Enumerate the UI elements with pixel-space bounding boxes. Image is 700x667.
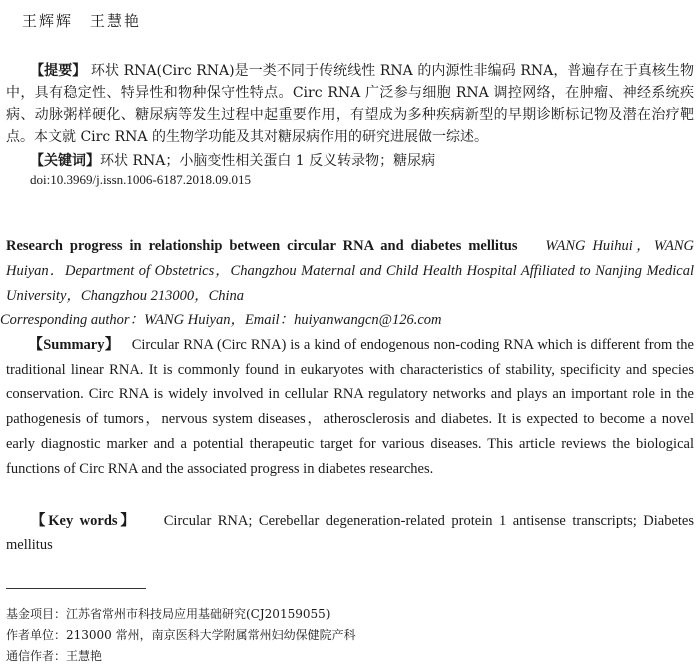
abstract-text: 环状 RNA(Circ RNA)是一类不同于传统线性 RNA 的内源性非编码 RNA，普遍存在于真核生物中，具有稳定性、特异性和物种保守性特点。Circ RNA 广泛参与细胞 RNA 调控网络，在肿瘤、神经系统疾病、动脉粥样硬化、糖尿病等发生过程中起重要作用，有望成为多种疾病新型的早期诊断标记物及潜在治疗靶点。本文就 Circ RNA 的生物学功能及其对糖尿病作用的研究进展做一综述。	[6, 63, 694, 145]
keywords-label: 【关键词】	[30, 153, 100, 169]
footnote-divider	[6, 588, 146, 589]
summary-text: Circular RNA (Circ RNA) is a kind of endogenous non-coding RNA which is different from the traditional linear RNA. It is commonly found in eukaryotes with characteristics of stability, specificity and species conservation. Circ RNA is widely involved in cellular RNA regulatory networks and plays an important role in the pathogenesis of tumors，nervous system diseases，atherosclerosis and diabetes. It is expected to become a novel early diagnostic marker and a potential therapeutic target for various diseases. This article reviews the biological functions of Circ RNA and the associated progress in diabetes researches.	[6, 337, 694, 477]
footnotes	[6, 604, 694, 667]
corresponding-author: Corresponding author：WANG Huiyan，Email：huiyanwangcn@126.com	[0, 312, 442, 328]
footnote-fund: 基金项目：江苏省常州市科技局应用基础研究(CJ20159055)	[6, 607, 331, 621]
footnote-unit: 作者单位：213000 常州，南京医科大学附属常州妇幼保健院产科	[6, 628, 356, 642]
authors: 王辉辉 王慧艳	[22, 12, 142, 30]
summary-label: 【Summary】	[28, 337, 120, 353]
keywords-text: 环状 RNA；小脑变性相关蛋白 1 反义转录物；糖尿病	[100, 153, 436, 169]
english-keywords	[6, 509, 694, 557]
abstract-label: 【提要】	[30, 63, 87, 79]
footnote-corresponding: 通信作者：王慧艳	[6, 649, 103, 663]
chinese-keywords	[30, 150, 435, 170]
en-keywords-text: Circular RNA; Cerebellar degeneration-related protein 1 antisense transcripts; Diabetes mellitus	[6, 513, 695, 553]
chinese-abstract	[6, 60, 694, 148]
en-keywords-label: 【Key words】	[28, 513, 138, 529]
english-title-block	[6, 234, 694, 309]
english-title: Research progress in relationship between circular RNA and diabetes mellitus	[6, 238, 518, 254]
english-affiliation: WANG Huihui，WANG Huiyan．Department of Obstetrics，Changzhou Maternal and Child Health Hospital Affiliated to Nanjing Medical University，Changzhou 213000，China	[6, 238, 694, 304]
english-summary	[6, 333, 694, 481]
doi: doi:10.3969/j.issn.1006-6187.2018.09.015	[30, 172, 252, 187]
